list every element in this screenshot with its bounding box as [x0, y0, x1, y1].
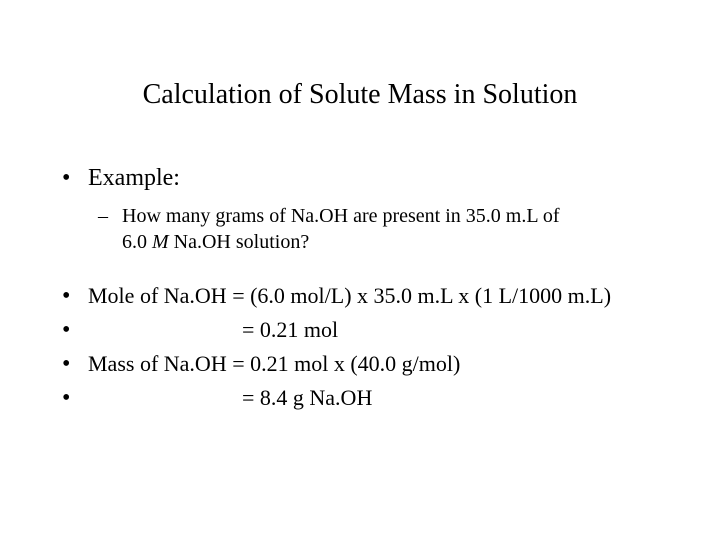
- molarity-symbol: M: [152, 231, 169, 253]
- bullet-marker: •: [62, 283, 71, 309]
- sub-item-line-1: How many grams of Na.OH are present in 35.0 m.L of: [122, 205, 560, 227]
- bullet-marker: •: [62, 351, 71, 377]
- dash-marker: –: [98, 205, 108, 227]
- bullet-marker: •: [62, 317, 71, 343]
- sub-item-suffix: Na.OH solution?: [168, 231, 310, 253]
- step-line: Mole of Na.OH = (6.0 mol/L) x 35.0 m.L x (1 L/1000 m.L): [88, 283, 612, 308]
- sub-item-prefix: 6.0: [122, 231, 152, 253]
- example-label: Example:: [88, 165, 180, 191]
- slide-title: Calculation of Solute Mass in Solution: [142, 79, 578, 110]
- bullet-marker: •: [62, 385, 71, 411]
- step-line: = 8.4 g Na.OH: [242, 385, 373, 410]
- sub-item-line-2: [122, 229, 309, 255]
- bullet-marker: •: [62, 165, 71, 191]
- step-line: = 0.21 mol: [242, 317, 339, 342]
- step-line: Mass of Na.OH = 0.21 mol x (40.0 g/mol): [88, 351, 461, 376]
